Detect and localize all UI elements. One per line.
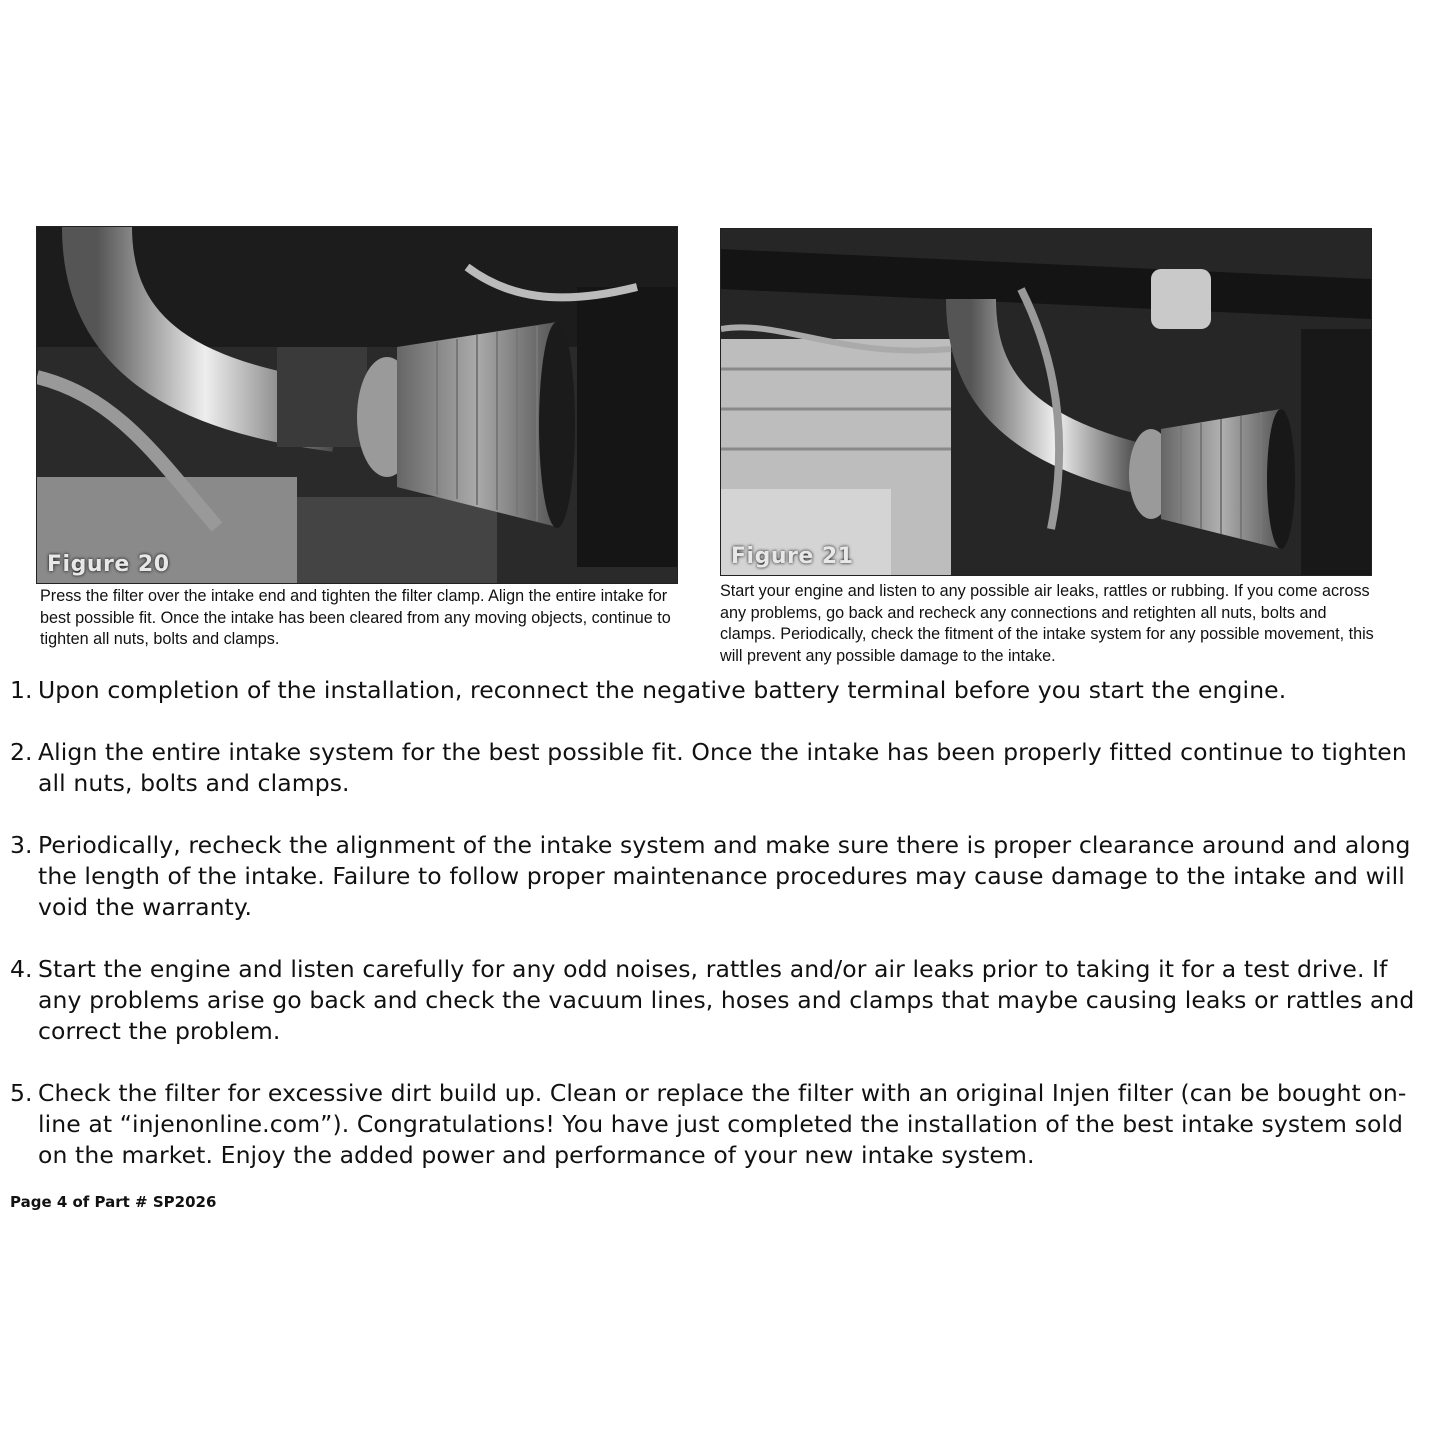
figure-20-caption: Press the filter over the intake end and tighten the filter clamp. Align the entire intake for best possible fit. Once the intake has been cleared from any moving objects, continue to tighten all nuts, bolts and clamps. — [40, 587, 671, 648]
figure-21-photo — [720, 228, 1372, 576]
step-item — [10, 1078, 1435, 1171]
step-text: Start the engine and listen carefully for any odd noises, rattles and/or air leaks prior to taking it for a test drive. If any problems arise go back and check the vacuum lines, hoses and clamps that maybe causing leaks or rattles and correct the problem. — [38, 955, 1415, 1045]
step-number: 2. — [10, 738, 33, 766]
instruction-steps — [10, 675, 1435, 1202]
figure-20-label: Figure 20 — [47, 552, 170, 577]
page-footer: Page 4 of Part # SP2026 — [10, 1193, 217, 1211]
step-item — [10, 954, 1435, 1047]
step-number: 3. — [10, 831, 33, 859]
step-text: Upon completion of the installation, reconnect the negative battery terminal before you start the engine. — [38, 676, 1287, 704]
step-text: Periodically, recheck the alignment of the intake system and make sure there is proper clearance around and along the length of the intake. Failure to follow proper maintenance procedures may cause damage to the intake and will void the warranty. — [38, 831, 1411, 921]
engine-bay-photo-21 — [721, 229, 1371, 575]
engine-bay-photo-20 — [37, 227, 677, 583]
figure-21-caption: Start your engine and listen to any possible air leaks, rattles or rubbing. If you come across any problems, go back and recheck any connections and retighten all nuts, bolts and clamps. Periodically, check the fitment of the intake system for any possible movement, this will prevent any possible damage to the intake. — [720, 582, 1374, 665]
figure-21-label: Figure 21 — [731, 544, 854, 569]
step-text: Align the entire intake system for the best possible fit. Once the intake has been properly fitted continue to tighten all nuts, bolts and clamps. — [38, 738, 1407, 797]
step-number: 1. — [10, 676, 33, 704]
step-number: 4. — [10, 955, 33, 983]
figure-20-photo — [36, 226, 678, 584]
step-text: Check the filter for excessive dirt build up. Clean or replace the filter with an original Injen filter (can be bought on-line at “injenonline.com”). Congratulations! You have just completed the installation of the best intake system sold on the market. Enjoy the added power and performance of your new intake system. — [38, 1079, 1407, 1169]
step-item — [10, 737, 1435, 799]
step-item — [10, 675, 1435, 706]
step-number: 5. — [10, 1079, 33, 1107]
step-item — [10, 830, 1435, 923]
